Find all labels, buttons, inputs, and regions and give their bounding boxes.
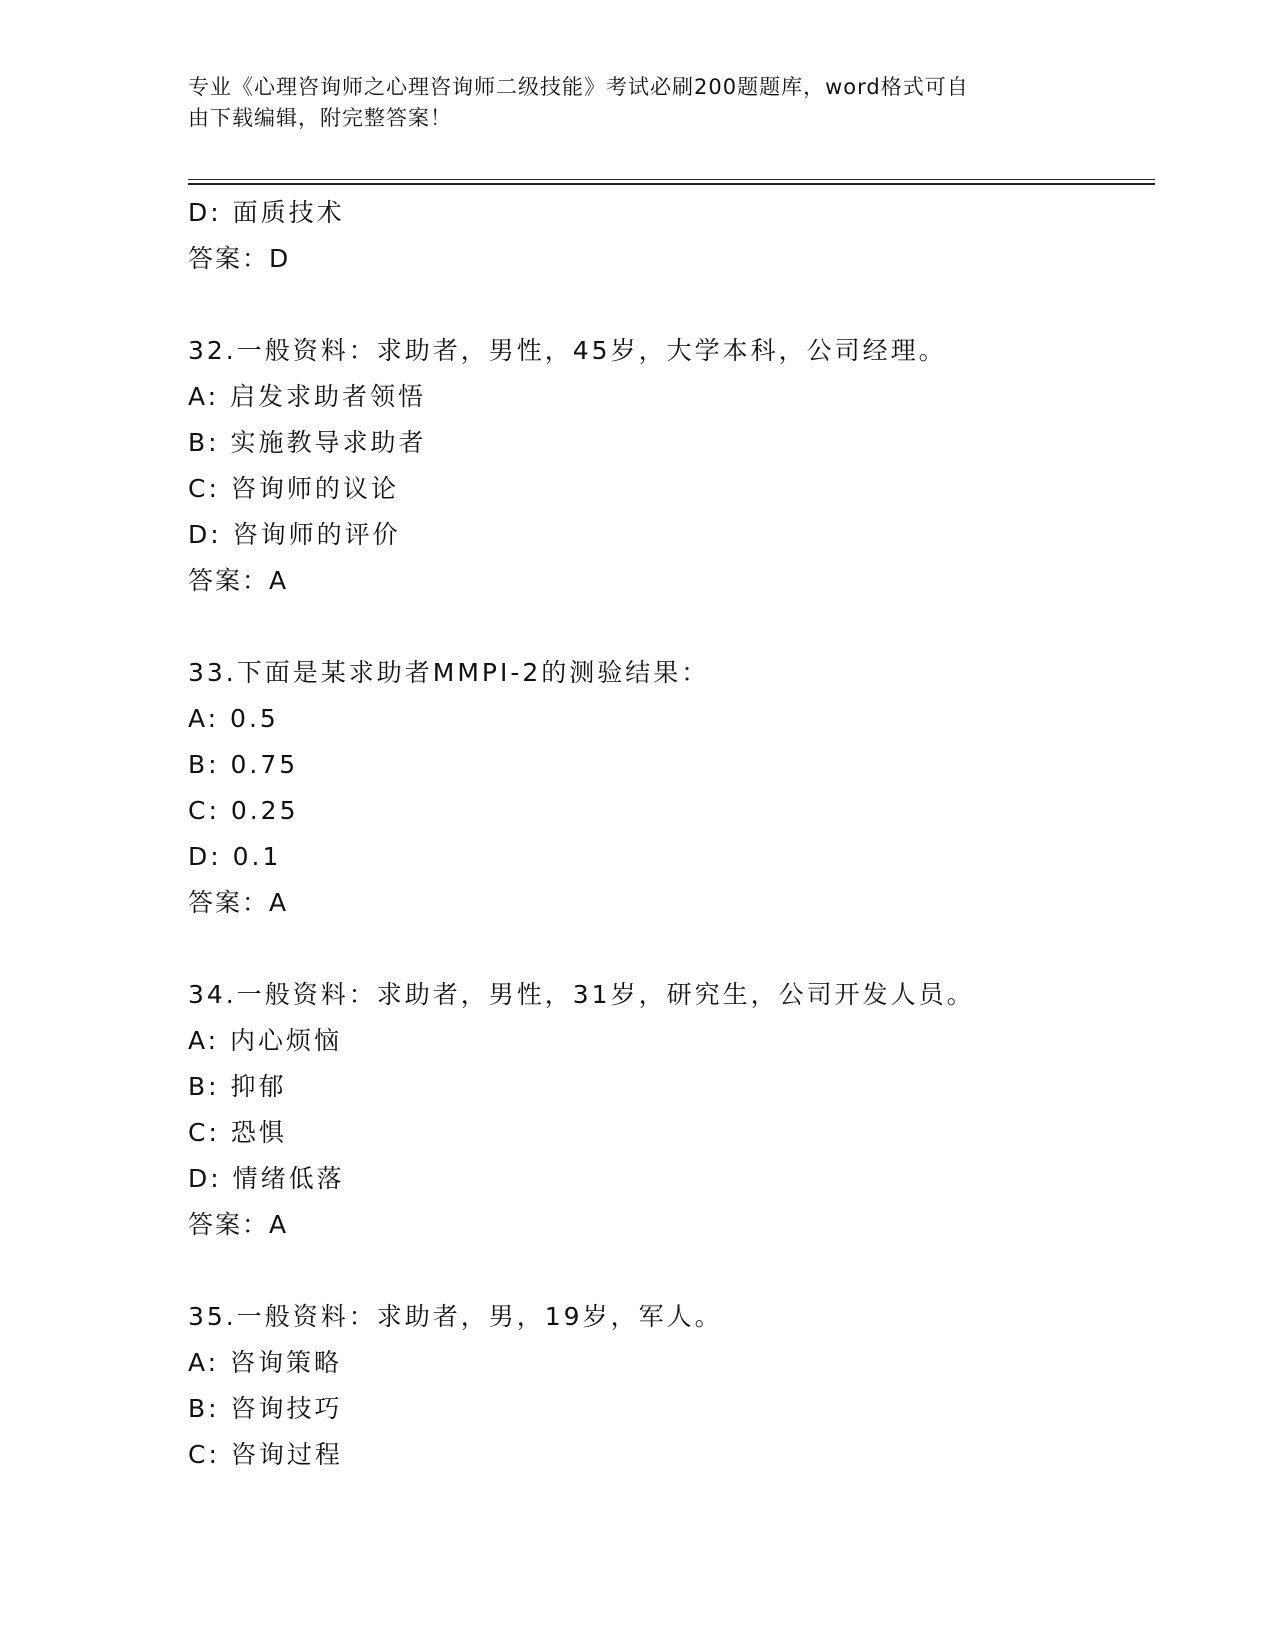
option-d: D: 面质技术	[188, 198, 345, 227]
header-line-1: 专业《心理咨询师之心理咨询师二级技能》考试必刷200题题库，word格式可自	[188, 75, 969, 99]
option-b: B: 咨询技巧	[188, 1394, 343, 1423]
option-b: B: 0.75	[188, 750, 299, 779]
question-list	[188, 190, 1155, 1478]
question-35	[188, 1294, 1155, 1478]
option-d: D: 咨询师的评价	[188, 520, 401, 549]
document-header	[188, 72, 1068, 134]
question-stem: 33.下面是某求助者MMPI-2的测验结果：	[188, 658, 710, 687]
option-a: A: 咨询策略	[188, 1348, 343, 1377]
question-stem: 32.一般资料：求助者，男性，45岁，大学本科，公司经理。	[188, 336, 947, 365]
question-stem: 34.一般资料：求助者，男性，31岁，研究生，公司开发人员。	[188, 980, 975, 1009]
question-stem: 35.一般资料：求助者，男，19岁，军人。	[188, 1302, 723, 1331]
answer-line: 答案：D	[188, 244, 291, 273]
header-divider-thick	[188, 183, 1155, 185]
question-32	[188, 328, 1155, 604]
header-line-2: 由下载编辑，附完整答案！	[188, 106, 452, 130]
spacer	[188, 282, 1155, 328]
option-b: B: 实施教导求助者	[188, 428, 427, 457]
spacer	[188, 926, 1155, 972]
option-d: D: 情绪低落	[188, 1164, 345, 1193]
answer-line: 答案：A	[188, 566, 289, 595]
option-b: B: 抑郁	[188, 1072, 287, 1101]
option-c: C: 0.25	[188, 796, 299, 825]
header-divider-thin	[188, 179, 1155, 180]
option-c: C: 咨询师的议论	[188, 474, 399, 503]
question-33	[188, 650, 1155, 926]
option-a: A: 0.5	[188, 704, 279, 733]
option-d: D: 0.1	[188, 842, 282, 871]
answer-line: 答案：A	[188, 888, 289, 917]
option-c: C: 恐惧	[188, 1118, 287, 1147]
spacer	[188, 604, 1155, 650]
option-a: A: 启发求助者领悟	[188, 382, 427, 411]
answer-line: 答案：A	[188, 1210, 289, 1239]
spacer	[188, 1248, 1155, 1294]
option-c: C: 咨询过程	[188, 1440, 343, 1469]
question-34	[188, 972, 1155, 1248]
option-a: A: 内心烦恼	[188, 1026, 343, 1055]
